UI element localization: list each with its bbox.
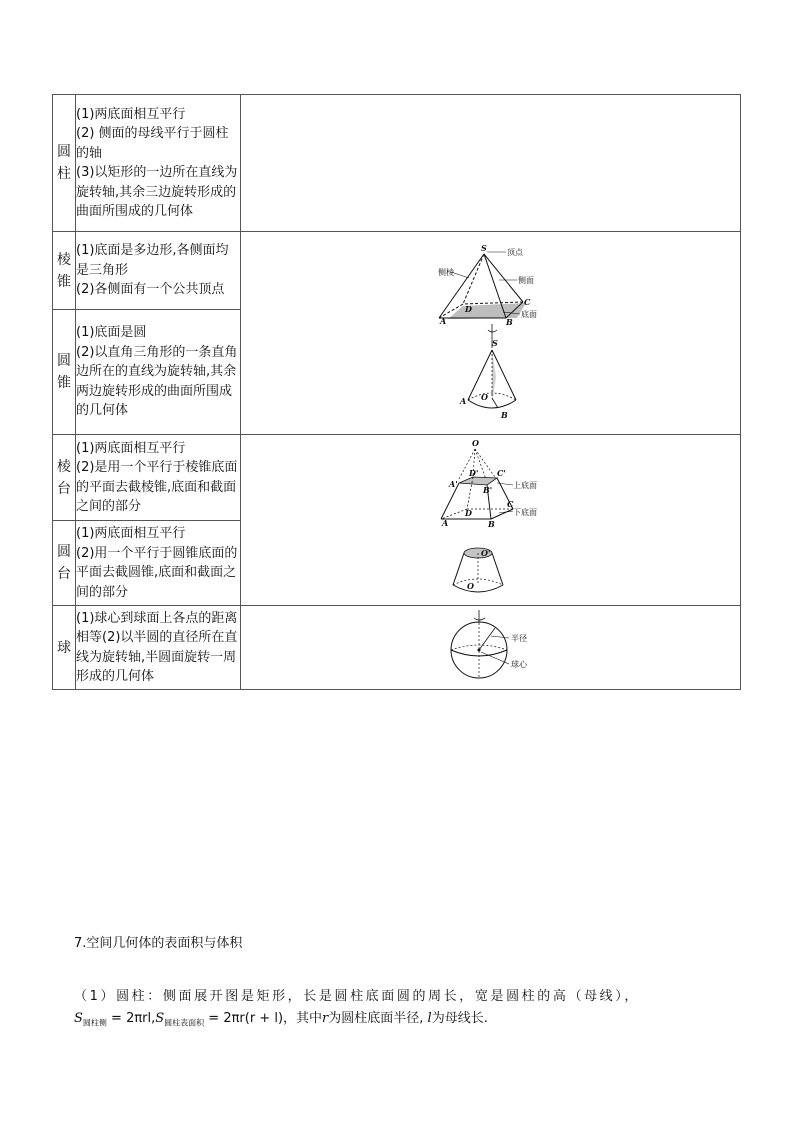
label-d: D <box>465 304 472 314</box>
prop-line: (1)底面是多边形,各侧面均是三角形 <box>76 243 229 278</box>
pyramid-base-face <box>448 303 526 319</box>
cylinder-formula-paragraph <box>74 986 722 1035</box>
formula-text: ，其中 <box>283 1011 323 1026</box>
label-center: 球心 <box>511 660 527 669</box>
table-row <box>53 95 741 232</box>
figure-cell-cylinder <box>241 95 741 232</box>
label-radius: 半径 <box>511 634 527 643</box>
label-c1: C' <box>497 468 506 478</box>
row-name-cone-frustum: 圆台 <box>53 521 76 606</box>
figure-cell-frustums <box>241 435 741 606</box>
row-props-pyramid <box>76 232 241 310</box>
label-frustum-c: C <box>507 499 514 509</box>
sphere-figure <box>241 606 739 690</box>
prop-line: (2)用一个平行于圆锥底面的平面去截圆锥,底面和截面之间的部分 <box>76 545 238 600</box>
label-cf-o: O <box>467 581 474 591</box>
pointer-upper-base <box>497 483 513 485</box>
formula-subscript: 圆柱侧 <box>82 1018 107 1028</box>
label-lateral-edge: 侧棱 <box>438 268 454 277</box>
prop-line: (2) 侧面的母线平行于圆柱的轴 <box>76 126 229 161</box>
prop-line: (2)以直角三角形的一条直角边所在的直线为旋转轴,其余两边旋转形成的曲面所围成的几何体 <box>76 344 238 419</box>
label-frustum-d: D <box>465 508 472 518</box>
formula-line <box>74 1008 722 1035</box>
label-s: S <box>481 243 487 253</box>
cone-radius <box>492 398 498 408</box>
geometry-table <box>52 94 741 690</box>
formula-part: = 2πr(r + l) <box>204 1011 284 1026</box>
label-cone-a: A <box>460 396 467 406</box>
formula-text: 为圆柱底面半径, <box>328 1011 424 1026</box>
formula-s-symbol: S <box>74 1011 83 1026</box>
pyramid-cone-figure <box>241 232 739 435</box>
formula-r-symbol: r <box>322 1011 329 1026</box>
cone-frustum-left <box>453 553 464 585</box>
row-name-sphere: 球 <box>53 606 76 690</box>
label-frustum-b: B <box>488 519 495 529</box>
formula-s-symbol: S <box>155 1011 165 1026</box>
table-row <box>53 606 741 690</box>
label-apex: 顶点 <box>507 248 523 257</box>
section-title: 7.空间几何体的表面积与体积 <box>74 936 243 951</box>
prop-line: (1)球心到球面上各点的距离相等(2)以半圆的直径所在直线为旋转轴,半圆面旋转一周形成的几何体 <box>76 610 238 684</box>
cone-frustum-right <box>492 553 503 585</box>
row-props-sphere <box>76 606 241 690</box>
sphere-radius <box>479 628 495 650</box>
label-upper-base: 上底面 <box>513 481 537 490</box>
prop-line: (3)以矩形的一边所在直线为旋转轴,其余三边旋转形成的曲面所围成的几何体 <box>76 165 238 219</box>
frustum-bottom-bc <box>491 509 513 519</box>
formula-subscript: 圆柱表面积 <box>164 1018 205 1028</box>
label-a: A <box>440 316 447 326</box>
label-cone-o: O <box>481 392 488 402</box>
prop-line: (1)两底面相互平行 <box>76 526 186 541</box>
figure-cell-pyramid-cone <box>241 232 741 435</box>
rotation-arrow-icon <box>474 618 485 620</box>
pointer-radius <box>491 636 509 638</box>
row-props-cylinder <box>76 95 241 232</box>
prop-line: (2)各侧面有一个公共顶点 <box>76 282 225 298</box>
label-lower-base: 下底面 <box>513 508 537 517</box>
label-b1: B' <box>483 485 493 495</box>
sphere-center-dot <box>478 649 481 652</box>
label-b: B <box>506 317 513 327</box>
frustum-upper-face <box>459 477 497 485</box>
paragraph-line: （1）圆柱：侧面展开图是矩形，长是圆柱底面圆的周长，宽是圆柱的高（母线）， <box>74 989 640 1004</box>
row-name-cylinder: 圆柱 <box>53 95 76 232</box>
frustum-figure <box>241 435 739 605</box>
formula-part: = 2πrl, <box>106 1011 156 1026</box>
row-name-frustum: 棱台 <box>53 435 76 521</box>
prop-line: (1)两底面相互平行 <box>76 440 186 456</box>
label-lateral-face: 侧面 <box>518 276 534 285</box>
row-name-cone: 圆锥 <box>53 310 76 435</box>
row-props-cone-frustum <box>76 521 241 606</box>
label-base: 底面 <box>521 310 537 319</box>
prop-line: (1)底面是圆 <box>76 325 147 341</box>
row-props-frustum <box>76 435 241 521</box>
figure-cell-sphere <box>241 606 741 690</box>
rotation-arrow-icon <box>488 330 497 332</box>
prop-line: (1)两底面相互平行 <box>76 106 186 122</box>
label-cone-s: S <box>492 338 498 348</box>
label-c: C <box>524 297 531 307</box>
label-cone-b: B <box>501 410 508 420</box>
table-row <box>53 435 741 521</box>
row-name-pyramid: 棱锥 <box>53 232 76 310</box>
label-frustum-o: O <box>472 438 479 448</box>
label-frustum-a: A <box>442 518 449 528</box>
row-props-cone <box>76 310 241 435</box>
cone-frustum-base-front <box>453 585 503 592</box>
formula-l-symbol: l <box>427 1011 432 1026</box>
prop-line: (2)是用一个平行于棱锥底面的平面去截棱锥,底面和截面之间的部分 <box>76 460 238 514</box>
formula-text: 为母线长. <box>431 1011 488 1026</box>
label-a1: A' <box>449 479 458 489</box>
label-d1: D' <box>469 468 479 478</box>
table-row <box>53 232 741 310</box>
label-o1: O' <box>481 548 491 558</box>
cone-slant-left <box>468 350 492 400</box>
